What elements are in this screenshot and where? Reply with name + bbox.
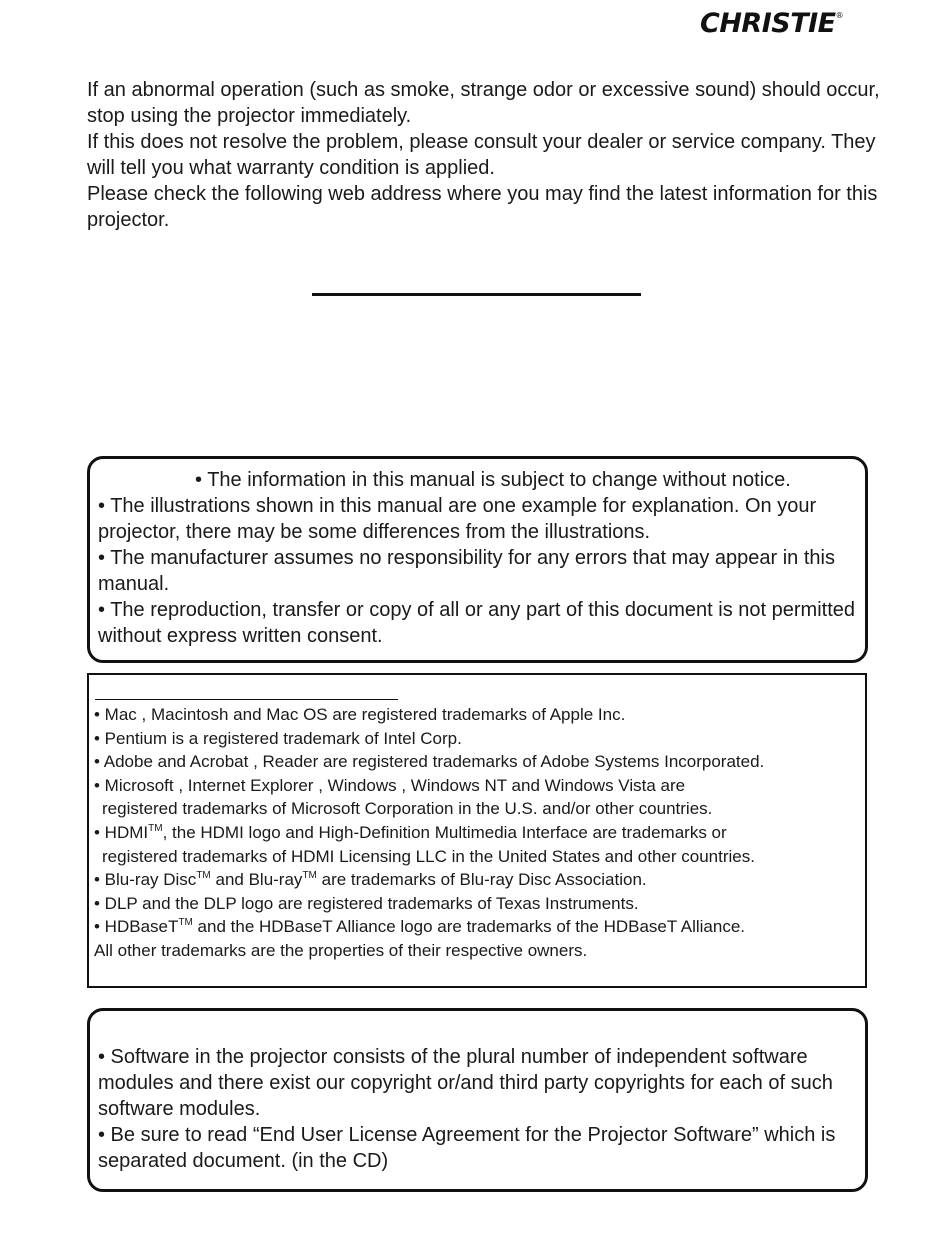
notice-item: • The information in this manual is subject to change without notice.: [195, 469, 791, 491]
intro-paragraph: If this does not resolve the problem, please consult your dealer or service company. They will tell you what warranty condition is applied.: [87, 131, 876, 179]
notice-list: [98, 467, 858, 649]
trademark-hdmi-cont: registered trademarks of HDMI Licensing LLC in the United States and other countries.: [102, 846, 755, 866]
bluray-label: • Blu-ray Disc: [94, 870, 197, 890]
tm-mark: TM: [178, 917, 193, 929]
bluray-label-2: and Blu-ray: [210, 870, 303, 890]
software-item: • Software in the projector consists of the plural number of independent software modules and there exist our copyright or/and third party copyrights for each of such software modules.: [98, 1046, 833, 1120]
trademark-microsoft-cont: registered trademarks of Microsoft Corporation in the U.S. and/or other countries.: [102, 799, 713, 819]
trademark-bluray: [94, 868, 862, 892]
software-item: • Be sure to read “End User License Agreement for the Projector Software” which is separated document. (in the CD): [98, 1124, 836, 1172]
trademark-dlp: • DLP and the DLP logo are registered trademarks of Texas Instruments.: [94, 893, 639, 913]
hdmi-label: • HDMI: [94, 822, 149, 842]
bluray-text: are trademarks of Blu-ray Disc Association.: [316, 870, 647, 890]
trademark-apple: • Mac , Macintosh and Mac OS are registered trademarks of Apple Inc.: [94, 705, 626, 724]
trademark-list: [94, 703, 862, 963]
trademark-other: All other trademarks are the properties of their respective owners.: [94, 940, 588, 960]
hdmi-text: , the HDMI logo and High-Definition Multimedia Interface are trademarks or: [162, 822, 727, 842]
registered-mark: ®: [835, 11, 844, 20]
tm-mark: TM: [196, 870, 211, 882]
trademark-hdmi: [94, 821, 862, 845]
notice-item: • The reproduction, transfer or copy of all or any part of this document is not permitted without express written consent.: [98, 599, 856, 647]
trademark-hdbaset: [94, 915, 862, 939]
notice-item: • The manufacturer assumes no responsibility for any errors that may appear in this manual.: [98, 547, 835, 595]
christie-logo: [700, 8, 843, 39]
trademark-adobe: • Adobe and Acrobat , Reader are registered trademarks of Adobe Systems Incorporated.: [94, 752, 765, 772]
trademark-intel: • Pentium is a registered trademark of Intel Corp.: [94, 728, 462, 748]
hdbaset-text: and the HDBaseT Alliance logo are trademarks of the HDBaseT Alliance.: [192, 917, 745, 937]
intro-section: [87, 77, 887, 233]
trademark-heading-line: [95, 699, 398, 700]
hdbaset-label: • HDBaseT: [94, 917, 179, 937]
web-address-blank-line: [312, 293, 641, 296]
trademark-microsoft: • Microsoft , Internet Explorer , Windows , Windows NT and Windows Vista are: [94, 775, 686, 795]
intro-paragraph: If an abnormal operation (such as smoke, strange odor or excessive sound) should occur, stop using the projector immediately.: [87, 79, 880, 127]
software-list: [98, 1044, 858, 1174]
notice-item: • The illustrations shown in this manual are one example for explanation. On your projector, there may be some differences from the illustrations.: [98, 495, 817, 543]
tm-mark: TM: [302, 870, 317, 882]
intro-paragraph: Please check the following web address where you may find the latest information for this projector.: [87, 183, 878, 231]
brand-name: CHRISTIE: [700, 8, 836, 39]
tm-mark: TM: [148, 822, 163, 834]
